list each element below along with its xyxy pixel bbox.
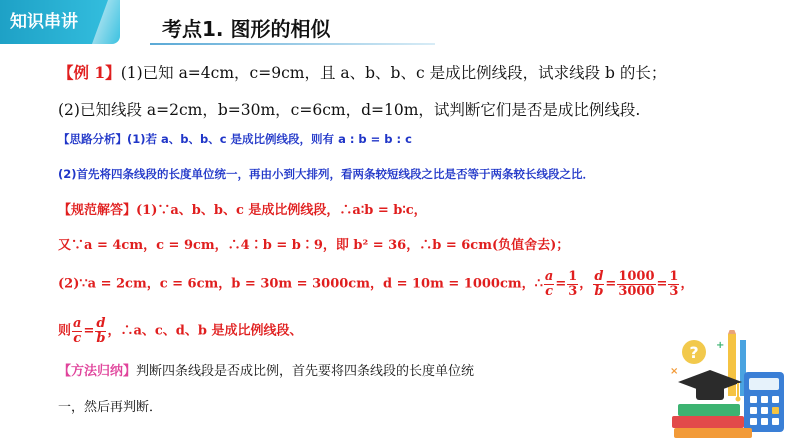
svg-text:?: ? (689, 343, 699, 362)
fraction: $\frac{d}{b}$ (594, 269, 604, 299)
education-illustration-icon (668, 330, 788, 442)
svg-text:×: × (670, 366, 679, 377)
fraction: $\frac{1}{3}$ (669, 269, 679, 299)
fraction: $\frac{1}{3}$ (568, 269, 578, 299)
fraction: $\frac{a}{c}$ (544, 269, 554, 299)
solution-tag: 【规范解答】 (58, 203, 137, 218)
analysis-line1: 【思路分析】(1)若 a、b、b、c 是成比例线段，则有 a : b = b : c (58, 132, 412, 146)
example-part1: 【例 1】(1)已知 a=4cm，c=9cm，且 a、b、b、c 是成比例线段，试求线段 b 的长； (58, 63, 667, 82)
solution-line3: (2)∵a = 2cm，c = 6cm，b = 30m = 3000cm，d = 10m = 1000cm，∴ $\frac{a}{c}$ = $\frac{1}{3}$ ， $\frac{d}{b}$ = $\frac{1000}{3000}$ = $\frac{1}{3}$ ， (58, 269, 694, 299)
example-part2: (2)已知线段 a=2cm，b=30m，c=6cm，d=10m，试判断它们是否是成比例线段. (58, 101, 641, 119)
solution-line2: 又∵a = 4cm，c = 9cm，∴4∶b = b∶9，即 b² = 36，∴b = 6cm(负值舍去)； (58, 238, 570, 253)
method-line1: 【方法归纳】判断四条线段是否成比例，首先要将四条线段的长度单位统 (58, 364, 475, 379)
analysis-tag: 【思路分析】 (58, 132, 127, 146)
analysis-line2: (2)首先将四条线段的长度单位统一，再由小到大排列，看两条较短线段之比是否等于两条较长线段之比． (58, 167, 595, 181)
solution-line1: 【规范解答】(1)∵a、b、b、c 是成比例线段，∴a∶b = b∶c， (58, 203, 427, 218)
method-line2: 一，然后再判断． (58, 400, 163, 415)
svg-text:+: + (716, 340, 725, 351)
title-underline (150, 43, 435, 45)
fraction: $\frac{1000}{3000}$ (618, 269, 655, 299)
book-icon (672, 416, 744, 428)
example-tag: 【例 1】 (58, 63, 121, 82)
method-tag: 【方法归纳】 (58, 364, 137, 379)
fraction: $\frac{a}{c}$ (73, 316, 82, 346)
section-badge: 知识串讲 (0, 0, 120, 44)
page-title: 考点1. 图形的相似 (162, 17, 331, 41)
fraction: $\frac{d}{b}$ (96, 316, 106, 346)
solution-line4: 则 $\frac{a}{c}$ = $\frac{d}{b}$ ，∴a、c、d、b 是成比例线段、 (58, 316, 303, 346)
